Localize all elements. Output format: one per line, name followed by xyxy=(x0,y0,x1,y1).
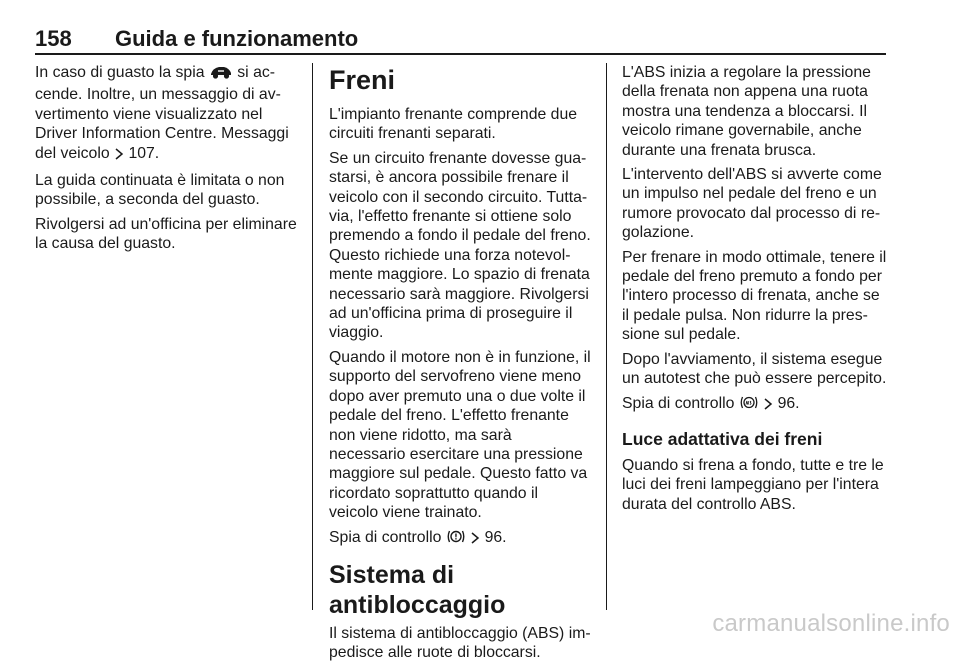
header-rule xyxy=(35,53,886,55)
svg-text:!: ! xyxy=(453,532,458,542)
paragraph-adaptive-brake-light: Quando si frena a fondo, tutte e tre le luci dei freni lampeggiano per l'intera durata del controllo ABS. xyxy=(622,456,884,513)
column-3 xyxy=(622,63,888,519)
paragraph-engine-off: Quando il motore non è in funzione, il supporto del servofreno viene meno dopo aver premuto una o due volte il pedale del freno. L'effetto frenante non viene ridotto, ma sarà necessario esercitare una pressione maggiore sul pedale. Questo fatto va ricordato soprattutto quando il veicolo viene trainato. xyxy=(329,348,591,522)
column-divider-1 xyxy=(312,63,313,610)
page-header xyxy=(35,26,885,52)
paragraph-self-test: Dopo l'avviamento, il sistema esegue un autotest che può essere percepito. xyxy=(622,350,887,388)
column-divider-2 xyxy=(606,63,607,610)
paragraph-circuit-failure: Se un circuito frenante dovesse gua-starsi, è ancora possibile frenare il veicolo con il secondo circuito. Tutta-via, l'effetto frenante si ottiene solo premendo a fondo il pedale del freno. Questo richiede una forza notevol-mente maggiore. Lo spazio di frenata necessario sarà maggiore. Rivolgersi ad un'officina prima di proseguire il viaggio. xyxy=(329,149,591,342)
paragraph-abs-regulation: L'ABS inizia a regolare la pressione della frenata non appena una ruota mostra una tendenza a bloccarsi. Il veicolo rimane governabile, anche durante una frenata brusca. xyxy=(622,64,871,159)
heading-abs: Sistema di antibloccaggio xyxy=(329,560,506,619)
column-1 xyxy=(35,63,301,259)
steering-warning-icon xyxy=(209,65,233,85)
paragraph-workshop: Rivolgersi ad un'officina per eliminare la causa del guasto. xyxy=(35,215,297,253)
paragraph-steering-fault: In caso di guasto la spia si ac-cende. Inoltre, un messaggio di av-vertimento viene visualizzato nel Driver Information Centre. Messaggi del veicolo 107. xyxy=(35,63,301,166)
watermark: carmanualsonline.info xyxy=(712,610,950,637)
page-ref-arrow-icon xyxy=(763,397,773,416)
heading-adaptive-brake-light: Luce adattativa dei freni xyxy=(622,428,823,449)
brake-warning-icon xyxy=(446,528,466,550)
paragraph-abs-intro: Il sistema di antibloccaggio (ABS) im-pedisce alle ruote di bloccarsi. xyxy=(329,624,591,662)
heading-brakes: Freni xyxy=(329,65,396,95)
page-ref-arrow-icon xyxy=(470,531,480,550)
paragraph-brake-circuits: L'impianto frenante comprende due circuiti frenanti separati. xyxy=(329,106,578,143)
section-title: Guida e funzionamento xyxy=(115,26,359,51)
abs-warning-icon xyxy=(739,394,759,416)
paragraph-abs-indicator: Spia di controllo 96. xyxy=(622,394,888,416)
page-number: 158 xyxy=(35,26,72,51)
column-2 xyxy=(329,63,591,668)
paragraph-brake-indicator: Spia di controllo ! 96. xyxy=(329,528,591,550)
paragraph-optimal-braking: Per frenare in modo ottimale, tenere il pedale del freno premuto a fondo per l'intero processo di frenata, anche se il pedale pulsa. Non ridurre la pres-sione sul pedale. xyxy=(622,248,887,344)
paragraph-continued-driving: La guida continuata è limitata o non possibile, a seconda del guasto. xyxy=(35,172,285,209)
paragraph-abs-feedback: L'intervento dell'ABS si avverte come un impulso nel pedale del freno e un rumore provocato dal processo di re-golazione. xyxy=(622,166,882,242)
page-ref-arrow-icon xyxy=(114,147,124,166)
